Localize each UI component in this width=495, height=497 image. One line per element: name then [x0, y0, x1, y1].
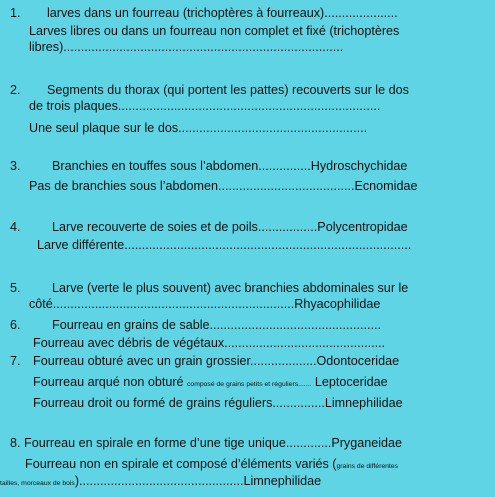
couplet-text: Branchies en touffes sous l’abdomen...............Hydroschychidae — [52, 159, 408, 173]
couplet-text: Fourreau obturé avec un grain grossier...................Odontoceridae — [33, 354, 400, 368]
couplet-text: Segments du thorax (qui portent les pattes) recouverts sur le dos — [47, 83, 409, 97]
couplet-note: grains de différentes — [336, 463, 398, 470]
couplet-number: 1. — [10, 6, 21, 20]
couplet-text: Une seul plaque sur le dos...................................................... — [29, 121, 368, 135]
couplet-number: 2. — [10, 83, 21, 97]
couplet-text: Larve recouverte de soies et de poils.................Polycentropidae — [52, 220, 408, 234]
couplet-note: tailles, morceaux de bois — [0, 480, 75, 487]
couplet-text: Pas de branchies sous l’abdomen.......................................Ecnomidae — [29, 179, 418, 193]
couplet-number: 5. — [10, 281, 21, 295]
couplet-note: composé de grains petits et réguliers....... — [187, 381, 312, 388]
couplet-text: Fourreau arqué non obturé — [33, 375, 184, 389]
couplet-text-group — [0, 474, 321, 491]
couplet-text: Larves libres ou dans un fourreau non complet et fixé (trichoptères — [29, 24, 400, 38]
couplet-text: de trois plaques........................................................................... — [29, 99, 381, 113]
family-name: Leptoceridae — [314, 375, 388, 389]
couplet-text: Fourreau avec débris de végétaux.............................................. — [33, 336, 386, 350]
couplet-number: 4. — [10, 220, 21, 234]
couplet-text: Larve (verte le plus souvent) avec branchies abdominales sur le — [52, 281, 409, 295]
couplet-text-group — [25, 457, 398, 474]
couplet-text-group — [33, 375, 388, 392]
couplet-text: larves dans un fourreau (trichoptères à fourreaux)..................... — [47, 6, 398, 20]
couplet-text: )...............................................Limnephilidae — [74, 474, 322, 488]
couplet-number: 8. — [10, 436, 21, 450]
couplet-text: Fourreau en spirale en forme d’une tige unique.............Pryganeidae — [24, 436, 403, 450]
couplet-text: Fourreau en grains de sable................................................. — [52, 318, 381, 332]
couplet-number: 3. — [10, 159, 21, 173]
couplet-text: Larve différente.................................................................................. — [37, 238, 412, 252]
couplet-text: libres)................................................................................ — [29, 40, 344, 54]
couplet-number: 7. — [10, 354, 21, 368]
couplet-text: Fourreau non en spirale et composé d’éléments variés ( — [25, 457, 337, 471]
couplet-number: 6. — [10, 318, 21, 332]
couplet-text: côté.....................................................................Rhyacophilidae — [29, 297, 381, 311]
couplet-text: Fourreau droit ou formé de grains réguliers...............Limnephilidae — [33, 396, 403, 410]
